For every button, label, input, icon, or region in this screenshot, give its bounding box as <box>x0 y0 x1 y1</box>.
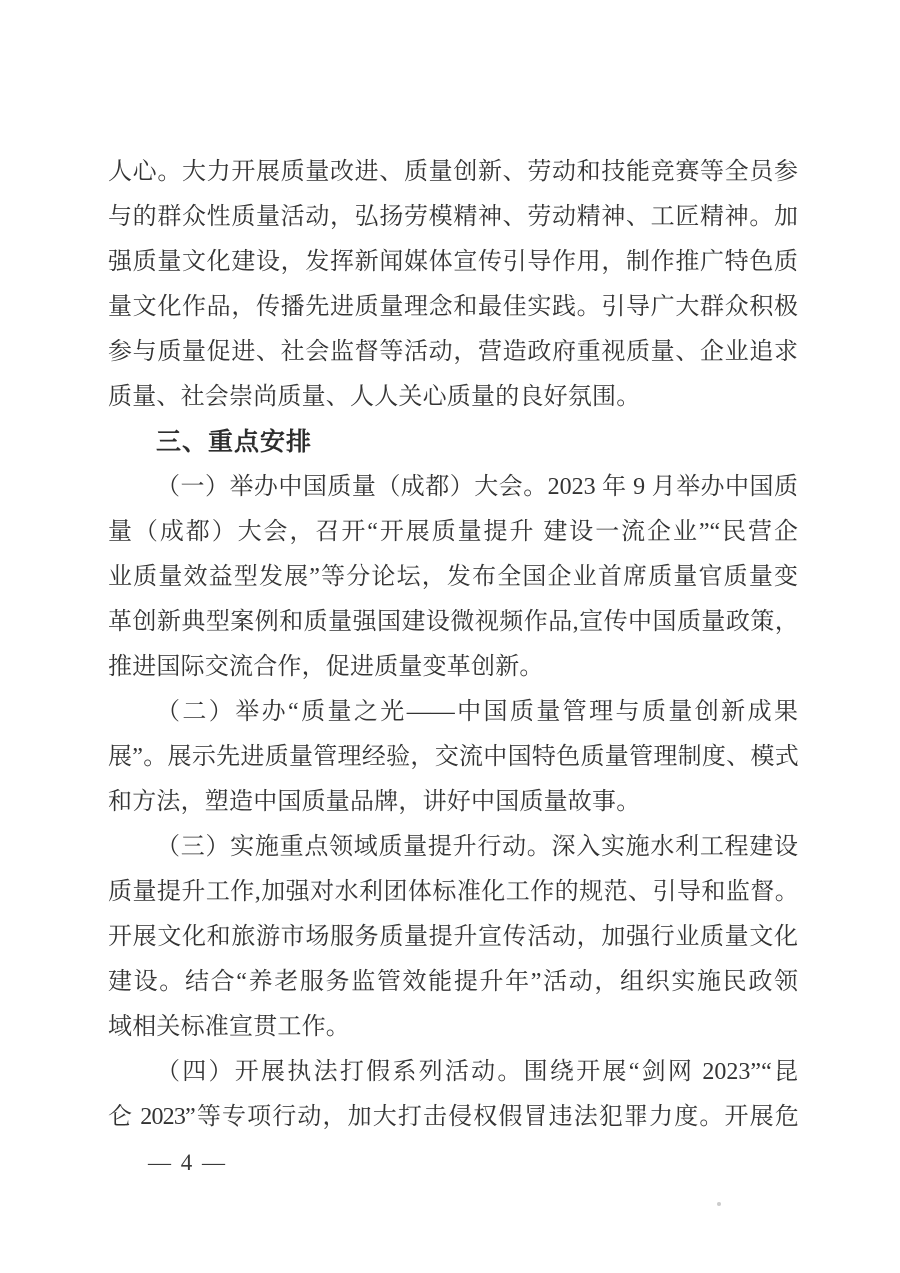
text-line-item-2: （二）举办“质量之光——中国质量管理与质量创新成果 <box>156 699 798 725</box>
text-line: 量（成都）大会，召开“开展质量提升 建设一流企业”“民营企 <box>108 519 798 545</box>
text-line: 革创新典型案例和质量强国建设微视频作品,宣传中国质量政策， <box>108 609 798 635</box>
text-line: 参与质量促进、社会监督等活动，营造政府重视质量、企业追求 <box>108 339 798 365</box>
document-body <box>108 150 798 1140</box>
text-line: 与的群众性质量活动，弘扬劳模精神、劳动精神、工匠精神。加 <box>108 204 798 230</box>
scan-artifact <box>717 1202 721 1206</box>
text-line: 业质量效益型发展”等分论坛，发布全国企业首席质量官质量变 <box>108 564 798 590</box>
text-line: 推进国际交流合作，促进质量变革创新。 <box>108 654 544 680</box>
text-line: 量文化作品，传播先进质量理念和最佳实践。引导广大群众积极 <box>108 294 798 320</box>
text-line: 和方法，塑造中国质量品牌，讲好中国质量故事。 <box>108 789 641 815</box>
text-line: 人心。大力开展质量改进、质量创新、劳动和技能竞赛等全员参 <box>108 159 798 185</box>
text-line: 域相关标准宣贯工作。 <box>108 1014 350 1040</box>
text-line: 质量、社会崇尚质量、人人关心质量的良好氛围。 <box>108 384 641 410</box>
text-line: 质量提升工作,加强对水利团体标准化工作的规范、引导和监督。 <box>108 879 798 905</box>
text-line: 建设。结合“养老服务监管效能提升年”活动，组织实施民政领 <box>108 969 798 995</box>
section-heading: 三、重点安排 <box>156 428 313 456</box>
page-number: — 4 — <box>148 1150 227 1175</box>
text-line: 展”。展示先进质量管理经验，交流中国特色质量管理制度、模式 <box>108 744 798 770</box>
text-line-item-4: （四）开展执法打假系列活动。围绕开展“剑网 2023”“昆 <box>156 1059 798 1085</box>
text-line-item-3: （三）实施重点领域质量提升行动。深入实施水利工程建设 <box>156 834 798 860</box>
text-line: 仑 2023”等专项行动，加大打击侵权假冒违法犯罪力度。开展危 <box>108 1104 798 1130</box>
text-line-item-1: （一）举办中国质量（成都）大会。2023 年 9 月举办中国质 <box>156 474 798 500</box>
text-line: 开展文化和旅游市场服务质量提升宣传活动，加强行业质量文化 <box>108 924 798 950</box>
text-line: 强质量文化建设，发挥新闻媒体宣传引导作用，制作推广特色质 <box>108 249 798 275</box>
